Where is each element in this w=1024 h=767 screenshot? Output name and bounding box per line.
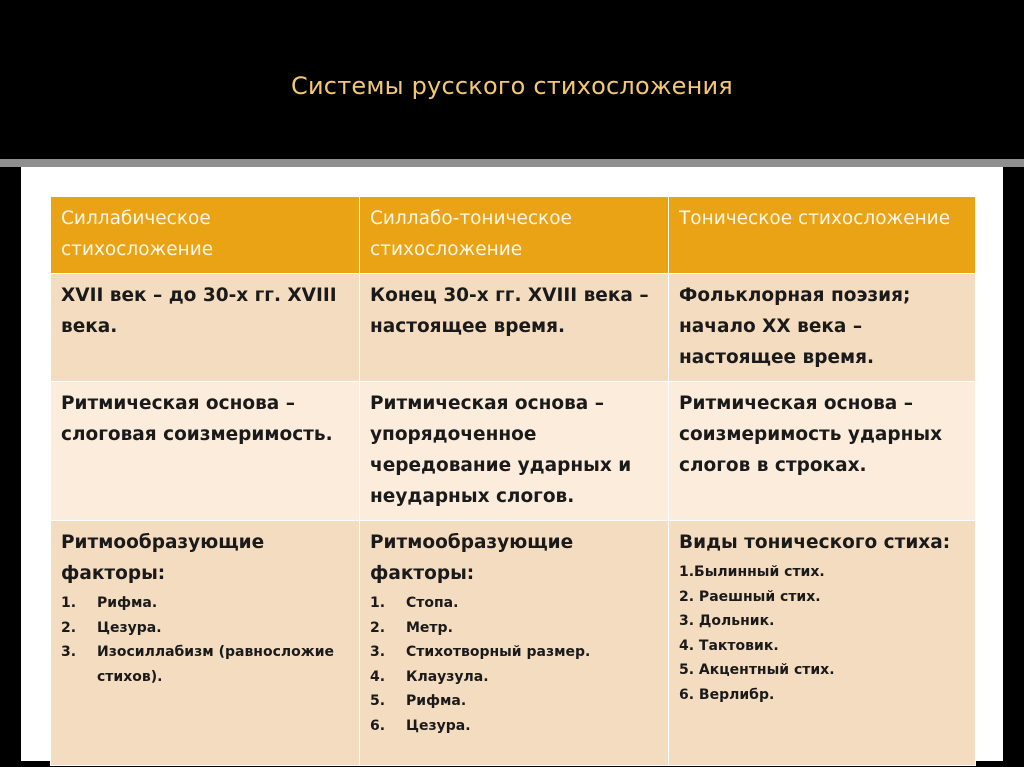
list-number: 3. bbox=[61, 644, 77, 660]
list-number: 5. bbox=[370, 693, 386, 709]
list-item: 6. Верлибр. bbox=[679, 686, 775, 703]
period-row bbox=[51, 274, 976, 382]
header-syllabic: Силлабическое стихосложение bbox=[51, 197, 360, 274]
list-number: 3. bbox=[370, 644, 386, 660]
factors-list bbox=[61, 591, 349, 689]
basis-syllabo-tonic: Ритмическая основа – упорядоченное чередование ударных и неударных слогов. bbox=[360, 382, 669, 521]
list-item bbox=[61, 616, 349, 641]
list-text: Цезура. bbox=[97, 619, 162, 636]
list-item bbox=[370, 591, 658, 616]
period-syllabo-tonic: Конец 30-х гг. XVIII века – настоящее время. bbox=[360, 274, 669, 382]
period-syllabic: XVII век – до 30-х гг. XVIII века. bbox=[51, 274, 360, 382]
list-number: 4. bbox=[370, 668, 386, 685]
list-item: 2. Раешный стих. bbox=[679, 588, 821, 605]
list-text: Изосиллабизм (равносложие стихов). bbox=[97, 644, 334, 685]
factors-heading: Ритмообразующие факторы: bbox=[61, 532, 265, 584]
basis-row bbox=[51, 382, 976, 521]
slide-title: Системы русского стихосложения bbox=[291, 72, 733, 100]
right-frame bbox=[1003, 167, 1024, 767]
basis-syllabic: Ритмическая основа – слоговая соизмеримость. bbox=[51, 382, 360, 521]
list-item: 1.Былинный стих. bbox=[679, 564, 825, 580]
list-item bbox=[370, 616, 658, 641]
header-row bbox=[51, 197, 976, 274]
list-number: 2. bbox=[370, 619, 386, 636]
header-syllabo-tonic: Силлабо-тоническое стихосложение bbox=[360, 197, 669, 274]
list-item: 5. Акцентный стих. bbox=[679, 662, 835, 678]
list-item bbox=[370, 689, 658, 714]
list-number: 6. bbox=[370, 717, 386, 734]
list-number: 2. bbox=[61, 619, 77, 636]
factors-syllabo-tonic bbox=[360, 521, 669, 766]
factors-heading: Ритмообразующие факторы: bbox=[370, 532, 574, 584]
list-item bbox=[61, 640, 349, 689]
list-item: 4. Тактовик. bbox=[679, 637, 779, 654]
factors-syllabic bbox=[51, 521, 360, 766]
header-tonic: Тоническое стихосложение bbox=[669, 197, 976, 274]
list-text: Клаузула. bbox=[406, 668, 489, 685]
verse-types-heading: Виды тонического стиха: bbox=[679, 532, 951, 553]
list-item bbox=[61, 591, 349, 616]
verse-types-list bbox=[679, 560, 965, 707]
list-item bbox=[370, 665, 658, 690]
basis-tonic: Ритмическая основа – соизмеримость ударных слогов в строках. bbox=[669, 382, 976, 521]
list-text: Стихотворный размер. bbox=[406, 644, 591, 660]
list-item bbox=[370, 640, 658, 665]
factors-tonic bbox=[669, 521, 976, 766]
title-divider bbox=[0, 159, 1024, 167]
list-text: Метр. bbox=[406, 619, 453, 636]
list-text: Рифма. bbox=[97, 595, 158, 611]
list-text: Цезура. bbox=[406, 717, 471, 734]
list-item bbox=[370, 714, 658, 739]
factors-list bbox=[370, 591, 658, 738]
list-number: 1. bbox=[61, 595, 77, 611]
period-tonic: Фольклорная поэзия; начало XX века – настоящее время. bbox=[669, 274, 976, 382]
list-number: 1. bbox=[370, 595, 386, 611]
versification-table bbox=[50, 196, 976, 766]
list-text: Рифма. bbox=[406, 693, 467, 709]
factors-row bbox=[51, 521, 976, 766]
list-text: Стопа. bbox=[406, 595, 459, 611]
list-item: 3. Дольник. bbox=[679, 613, 775, 629]
left-frame bbox=[0, 167, 21, 767]
